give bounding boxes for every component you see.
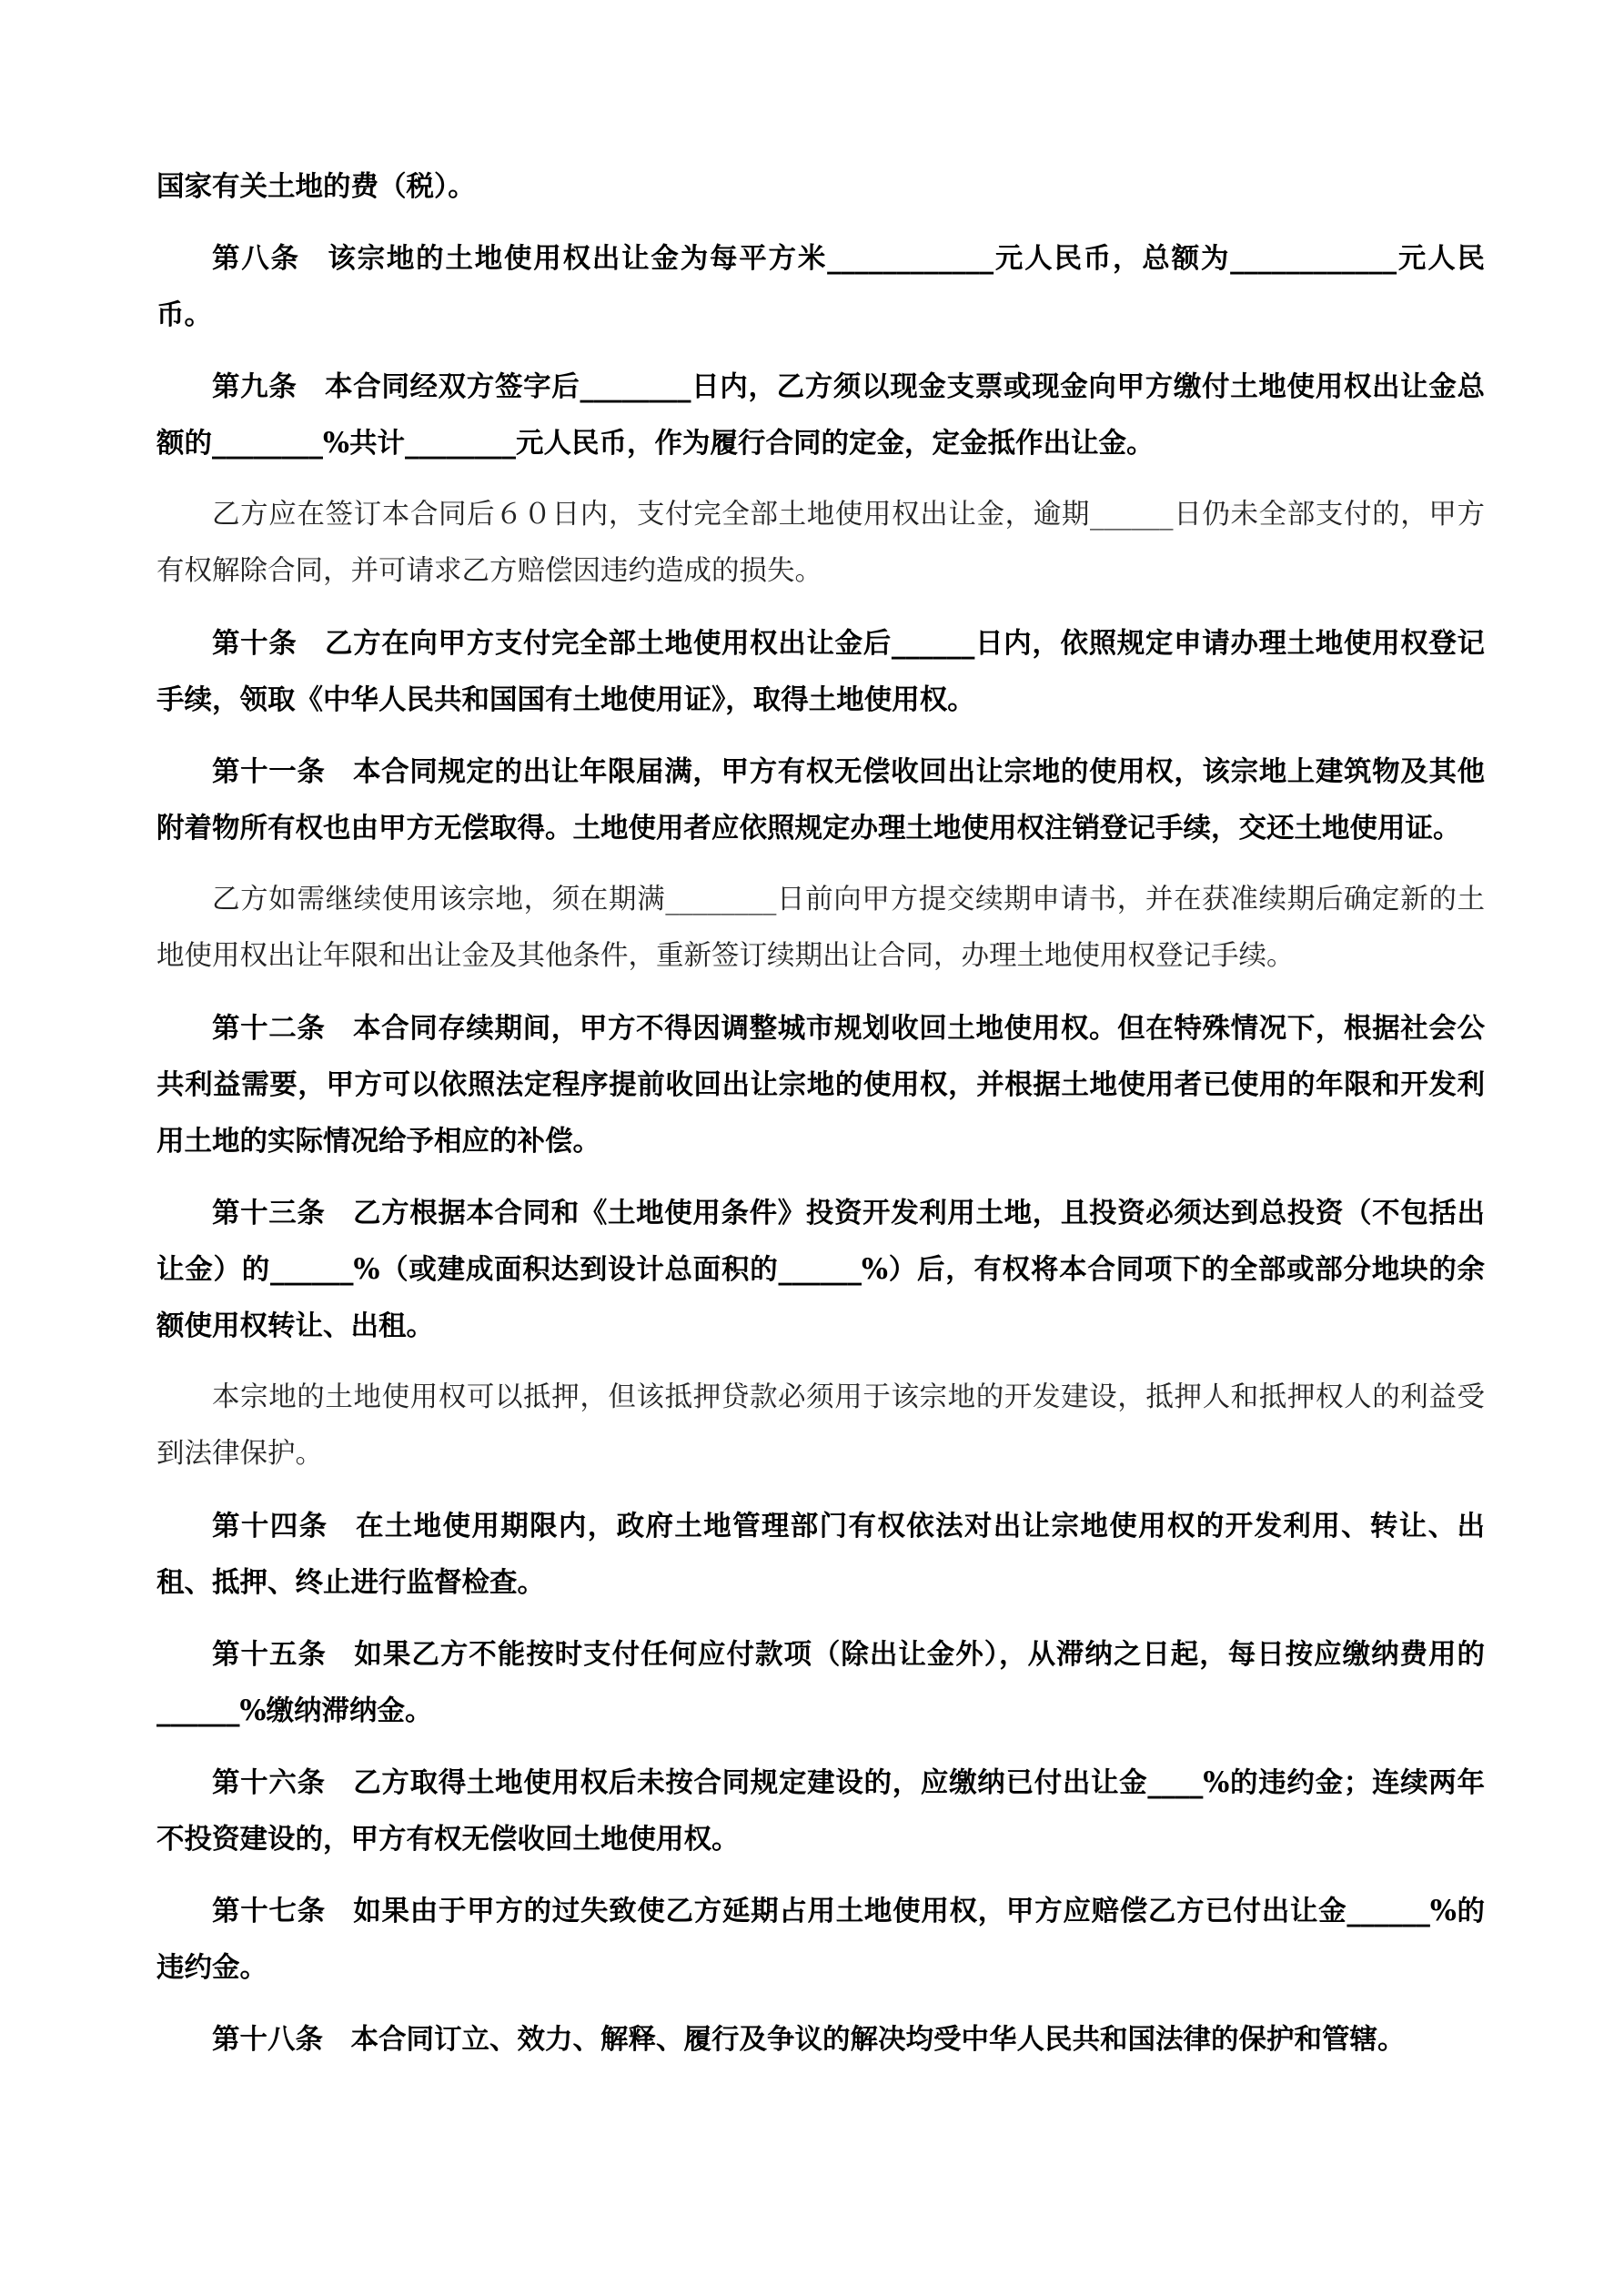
- paragraph-text: 国家有关土地的费（税）。: [156, 170, 476, 203]
- article-text: 在土地使用期限内，政府土地管理部门有权依法对出让宗地使用权的开发利用、转让、出租、抵押、终止进行监督检查。: [156, 1510, 1486, 1599]
- paragraph-text: 本宗地的土地使用权可以抵押，但该抵押贷款必须用于该宗地的开发建设，抵押人和抵押权人的利益受到法律保护。: [156, 1381, 1485, 1470]
- article-text: 该宗地的土地使用权出让金为每平方米____________元人民币，总额为____________元人民币。: [156, 242, 1485, 331]
- article-number: 第十条: [212, 627, 298, 660]
- article-15: [156, 1626, 1485, 1739]
- article-text: 本合同经双方签字后________日内，乙方须以现金支票或现金向甲方缴付土地使用权出让金总额的________%共计________元人民币，作为履行合同的定金，定金抵作出让金。: [156, 370, 1486, 460]
- paragraph-tax-continuation: [156, 158, 1485, 215]
- article-number: 第十二条: [212, 1012, 326, 1045]
- article-12: [156, 1000, 1485, 1169]
- article-text: 本合同订立、效力、解释、履行及争议的解决均受中华人民共和国法律的保护和管辖。: [350, 2023, 1406, 2056]
- article-number: 第十六条: [212, 1766, 326, 1799]
- paragraph-payment-deadline: [156, 487, 1485, 600]
- paragraph-renewal: [156, 872, 1485, 985]
- article-11: [156, 743, 1485, 856]
- paragraph-mortgage: [156, 1370, 1485, 1482]
- article-text: 如果乙方不能按时支付任何应付款项（除出让金外），从滞纳之日起，每日按应缴纳费用的______%缴纳滞纳金。: [156, 1638, 1486, 1727]
- article-text: 本合同规定的出让年限届满，甲方有权无偿收回出让宗地的使用权，该宗地上建筑物及其他附着物所有权也由甲方无偿取得。土地使用者应依照规定办理土地使用权注销登记手续，交还土地使用证。: [156, 755, 1486, 845]
- contract-body: [156, 158, 1485, 2083]
- article-text: 乙方根据本合同和《土地使用条件》投资开发利用土地，且投资必须达到总投资（不包括出让金）的______%（或建成面积达到设计总面积的______%）后，有权将本合同项下的全部或部分地块的余额使用权转让、出租。: [156, 1197, 1486, 1342]
- article-number: 第十三条: [212, 1197, 326, 1229]
- article-number: 第十五条: [212, 1638, 327, 1671]
- article-number: 第十七条: [212, 1895, 326, 1927]
- paragraph-text: 乙方应在签订本合同后６０日内，支付完全部土地使用权出让金，逾期______日仍未全部支付的，甲方有权解除合同，并可请求乙方赔偿因违约造成的损失。: [156, 499, 1485, 587]
- article-number: 第十八条: [212, 2023, 323, 2056]
- article-number: 第八条: [212, 242, 300, 275]
- article-17: [156, 1883, 1485, 1996]
- article-number: 第十一条: [212, 755, 326, 788]
- article-14: [156, 1498, 1485, 1611]
- article-text: 乙方在向甲方支付完全部土地使用权出让金后______日内，依照规定申请办理土地使用权登记手续，领取《中华人民共和国国有土地使用证》，取得土地使用权。: [156, 627, 1486, 716]
- article-9: [156, 359, 1485, 471]
- article-10: [156, 615, 1485, 728]
- article-8: [156, 230, 1485, 343]
- article-16: [156, 1755, 1485, 1867]
- article-text: 如果由于甲方的过失致使乙方延期占用土地使用权，甲方应赔偿乙方已付出让金______%的违约金。: [156, 1895, 1486, 1984]
- article-text: 乙方取得土地使用权后未按合同规定建设的，应缴纳已付出让金____%的违约金；连续两年不投资建设的，甲方有权无偿收回土地使用权。: [156, 1766, 1485, 1856]
- paragraph-text: 乙方如需继续使用该宗地，须在期满________日前向甲方提交续期申请书，并在获准续期后确定新的土地使用权出让年限和出让金及其他条件，重新签订续期出让合同，办理土地使用权登记手续。: [156, 884, 1485, 972]
- article-number: 第九条: [212, 370, 298, 403]
- article-18: [156, 2011, 1485, 2068]
- article-13: [156, 1185, 1485, 1354]
- article-text: 本合同存续期间，甲方不得因调整城市规划收回土地使用权。但在特殊情况下，根据社会公共利益需要，甲方可以依照法定程序提前收回出让宗地的使用权，并根据土地使用者已使用的年限和开发利用土地的实际情况给予相应的补偿。: [156, 1012, 1486, 1158]
- article-number: 第十四条: [212, 1510, 328, 1542]
